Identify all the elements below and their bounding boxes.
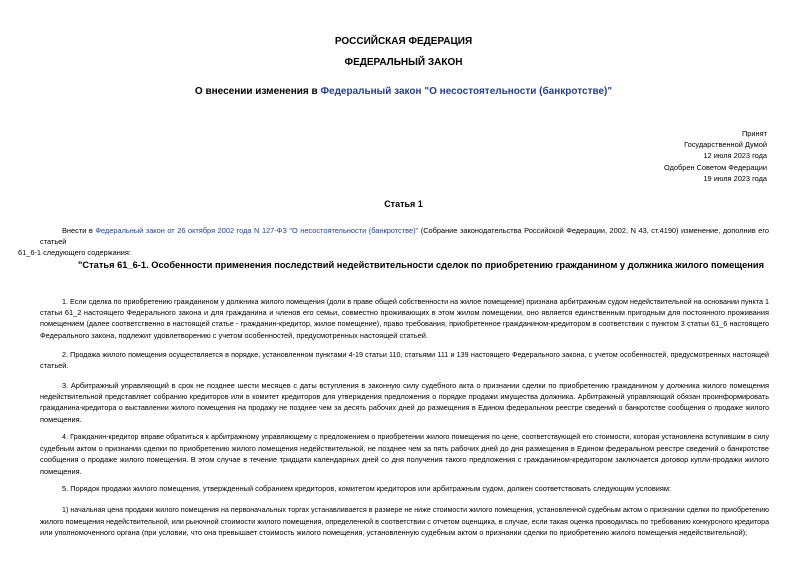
paragraph-4: 4. Гражданин-кредитор вправе обратиться к арбитражному управляющему с предложением о приобретении жилого помещения по цене, соответствующей его стоимости, которая установлена вступившим в силу судебным актом о признании сделки по приобретению жилого помещения недействительной, не позднее чем за пять рабочих дней до дня размещения в Едином федеральном реестре сведений о банкротстве сообщения о продаже жилого помещения. В этом случае в течение тридцати календарных дней со дня получения такого предложения с гражданином-кредитором заключается договор купли-продажи жилого помещения. bbox=[40, 433, 769, 476]
article-title: Статья 1 bbox=[384, 199, 423, 209]
adoption-council: Одобрен Советом Федерации bbox=[664, 162, 767, 172]
paragraph-5-item-1: 1) начальная цена продажи жилого помещения на первоначальных торгах устанавливается в размере не ниже стоимости жилого помещения, установленной судебным актом о признании сделки по приобретению жилого помещения недействительной, или рыночной стоимости жилого помещения, определенной в соответствии с отчетом оценщика, в случае, если такая оценка проводилась по требованию конкурсного кредитора или уполномоченного органа (при условии, что она превышает стоимость жилого помещения, установленную судебным актом о признании сделки по приобретению жилого помещения недействительной); bbox=[40, 506, 770, 538]
paragraph-3: 3. Арбитражный управляющий в срок не позднее шести месяцев с даты вступления в законную силу судебного акта о признании сделки по приобретению гражданином у должника жилого помещения недействительной представляет собранию кредиторов или в комитет кредиторов для утверждения предложения о порядке продажи имущества должника. Арбитражный управляющий обязан проинформировать гражданина-кредитора о выставлении жилого помещения на продажу не позднее чем за десять рабочих дней до размещения в Едином федеральном реестре сведений о банкротстве сообщения о продаже жилого помещения. bbox=[40, 381, 769, 424]
adoption-accepted: Принят bbox=[741, 129, 767, 138]
section-title: "Статья 61_6-1. Особенности применения последствий недействительности сделок по приобретению гражданином у должника жилого помещения bbox=[78, 260, 765, 270]
paragraph-5: 5. Порядок продажи жилого помещения, утвержденный собранием кредиторов, комитетом кредиторов или арбитражным судом, должен соответствовать следующим условиям: bbox=[62, 484, 672, 493]
law-title-link[interactable]: Федеральный закон "О несостоятельности (банкротстве)" bbox=[320, 86, 613, 97]
law-title bbox=[0, 86, 807, 97]
adoption-duma: Государственной Думой bbox=[684, 140, 767, 150]
law-type-heading: ФЕДЕРАЛЬНЫЙ ЗАКОН bbox=[344, 57, 463, 68]
adoption-council-date: 19 июля 2023 года bbox=[703, 173, 767, 183]
paragraph-2: 2. Продажа жилого помещения осуществляется в порядке, установленном пунктами 4-19 статьи 110, статьями 111 и 139 настоящего Федерального закона, с учетом особенностей, предусмотренных настоящей статьей. bbox=[40, 350, 769, 371]
paragraph-1: 1. Если сделка по приобретению гражданином у должника жилого помещения (доли в праве общей собственности на жилое помещение) признана арбитражным судом недействительной на основании пункта 1 статьи 61_2 настоящего Федерального закона и для гражданина и членов его семьи, совместно проживающих в этом жилом помещении, оно является единственным пригодным для постоянного проживания помещением (далее соответственно в настоящей статье - гражданин-кредитор, жилое помещение), право требования, приобретенное гражданином-кредитором в соответствии с пунктом 3 статьи 61_6 настоящего Федерального закона, подлежит удовлетворению с учетом особенностей, предусмотренных настоящей статьей. bbox=[40, 297, 769, 340]
adoption-info bbox=[567, 128, 767, 184]
intro-paragraph: Внести в Федеральный закон от 26 октября 2002 года N 127-ФЗ "О несостоятельности (банкротстве)" (Собрание законодательства Российской Федерации, 2002, N 43, ст.4190) изменение, дополнив его статьей 61_6-1 следующего содержания: bbox=[18, 226, 769, 258]
country-heading: РОССИЙСКАЯ ФЕДЕРАЦИЯ bbox=[334, 36, 473, 47]
adoption-duma-date: 12 июля 2023 года bbox=[703, 151, 767, 161]
law-title-prefix: О внесении изменения в bbox=[194, 86, 321, 97]
referenced-law-link[interactable]: Федеральный закон от 26 октября 2002 года N 127-ФЗ "О несостоятельности (банкротстве)" bbox=[95, 226, 419, 235]
